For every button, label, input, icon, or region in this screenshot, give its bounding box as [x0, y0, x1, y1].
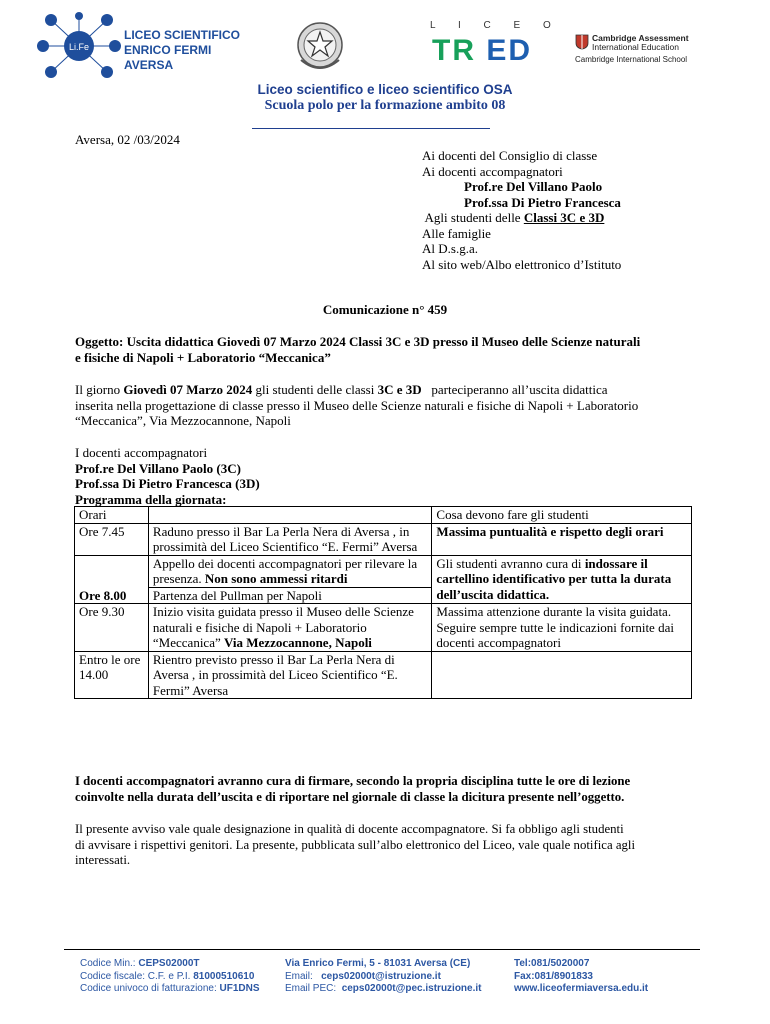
note-cell: Gli studenti avranno cura di indossare il cartellino identificativo per tutta la durata dell’uscita didattica. [432, 555, 692, 604]
recipient-teacher-2: Prof.ssa Di Pietro Francesca [464, 194, 621, 210]
accompanying-teacher-2: Prof.ssa Di Pietro Francesca (3D) [75, 476, 260, 491]
intro-paragraph: Il giorno Giovedì 07 Marzo 2024 gli studenti delle classi 3C e 3D parteciperanno all’uscita didattica inserita nella progettazione di classe presso il Museo delle Scienze naturali e fisiche di Napoli + Laboratorio “Meccanica”, Via Mezzocannone, Napoli [75, 382, 639, 428]
table-row [75, 555, 692, 587]
communication-number: Comunicazione n° 459 [322, 302, 448, 317]
recipient-teacher-1: Prof.re Del Villano Paolo [464, 179, 603, 194]
page-subtitle: Scuola polo per la formazione ambito 08 [264, 98, 506, 113]
subject-line-1: Oggetto: Uscita didattica Giovedì 07 Marzo 2024 Classi 3C e 3D presso il Museo delle Scienze naturali [75, 334, 641, 349]
recipients-block [422, 148, 621, 272]
time-cell: Ore 7.45 [75, 523, 149, 555]
header-students: Cosa devono fare gli studenti [432, 507, 692, 524]
recipient-dsga: Al D.s.g.a. [422, 241, 478, 256]
accompanying-teacher-1: Prof.re Del Villano Paolo (3C) [75, 460, 241, 476]
pec-email-link[interactable]: ceps02000t@pec.istruzione.it [341, 983, 482, 994]
note-cell [432, 651, 692, 699]
program-heading: Programma della giornata: [75, 491, 227, 507]
recipient-families: Alle famiglie [422, 225, 491, 241]
logo-center-text: Li.Fe [68, 42, 90, 52]
activity-cell: Rientro previsto presso il Bar La Perla Nera di Aversa , in prossimità del Liceo Scientifico “E. Fermi” Aversa [148, 651, 432, 699]
cambridge-shield-icon [575, 34, 589, 50]
time-cell: Entro le ore 14.00 [75, 651, 149, 699]
title-divider [252, 128, 490, 129]
email-link[interactable]: ceps02000t@istruzione.it [321, 970, 441, 982]
activity-cell: Raduno presso il Bar La Perla Nera di Aversa , in prossimità del Liceo Scientifico “E. Fermi” Aversa [148, 523, 432, 555]
activity-cell: Inizio visita guidata presso il Museo delle Scienze naturali e fisiche di Napoli + Laboratorio “Meccanica” Via Mezzocannone, Napoli [148, 604, 432, 652]
header-orari: Orari [75, 507, 149, 524]
recipient-classes: Classi 3C e 3D [523, 210, 605, 225]
recipient-students: Agli studenti delle Classi 3C e 3D [422, 210, 605, 225]
recipient-council: Ai docenti del Consiglio di classe [422, 148, 598, 163]
time-cell: Ore 8.00 [75, 555, 149, 604]
accompanying-heading: I docenti accompagnatori [75, 445, 208, 460]
letter-date: Aversa, 02 /03/2024 [75, 132, 180, 147]
subject-line-2: e fisiche di Napoli + Laboratorio “Meccanica” [75, 349, 331, 365]
note-cell: Massima attenzione durante la visita guidata. Seguire sempre tutte le indicazioni fornite dai docenti accompagnatori [432, 604, 692, 652]
website-link[interactable]: www.liceofermiaversa.edu.it [514, 983, 649, 994]
accompanying-section [75, 445, 260, 507]
activity-cell: Partenza del Pullman per Napoli [148, 587, 432, 604]
table-row [75, 651, 692, 699]
page-title: Liceo scientifico e liceo scientifico OSA [257, 82, 513, 97]
italian-republic-emblem-icon [295, 20, 345, 75]
closing-paragraph: Il presente avviso vale quale designazione in qualità di docente accompagnatore. Si fa obbligo agli studenti di avvisare i rispettivi genitori. La presente, pubblicata sull’albo elettronico del Liceo, vale quale notifica agli interessati. [75, 822, 636, 867]
footer-divider [64, 949, 700, 950]
activity-cell: Appello dei docenti accompagnatori per rilevare la presenza. Non sono ammessi ritardi [148, 555, 432, 587]
footer-phone-web [514, 958, 648, 996]
cambridge-line-3: Cambridge International School [575, 55, 688, 64]
recipient-website: Al sito web/Albo elettronico d’Istituto [422, 256, 622, 272]
table-row [75, 523, 692, 555]
footer-phone: Tel:081/5020007 [514, 958, 590, 969]
table-row [75, 604, 692, 652]
time-cell: Ore 9.30 [75, 604, 149, 652]
note-cell: Massima puntualità e rispetto degli orari [432, 523, 692, 555]
tred-liceo-label: L I C E O [430, 20, 561, 31]
footer-codes: Codice Min.: CEPS02000T Codice fiscale: C.F. e P.I. 81000510610 Codice univoco di fatturazione: UF1DNS [80, 958, 260, 994]
tred-logo-text: TR [432, 34, 476, 67]
footer-contacts: Via Enrico Fermi, 5 - 81031 Aversa (CE) Email: ceps02000t@istruzione.it Email PEC: ceps02000t@pec.istruzione.it [285, 958, 482, 994]
footer-fax: Fax:081/8901833 [514, 970, 593, 982]
subject [75, 334, 640, 365]
program-table [74, 506, 692, 699]
school-name-line-2: ENRICO FERMI [124, 43, 212, 57]
table-row [75, 507, 692, 524]
liceo-fermi-logo [35, 12, 123, 80]
tred-logo: TR ED [432, 34, 533, 67]
cambridge-line-2: International Education [592, 42, 679, 52]
school-name-line-3: AVERSA [124, 58, 174, 72]
cambridge-line-1: Cambridge Assessment [592, 33, 689, 43]
signature-note: I docenti accompagnatori avranno cura di firmare, secondo la propria disciplina tutte le ore di lezione coinvolte nella durata dell’uscita e di riportare nel giornale di classe la dicitura presente nell’oggetto. [75, 774, 631, 804]
recipient-accompanying: Ai docenti accompagnatori [422, 163, 563, 179]
school-name-line-1: LICEO SCIENTIFICO [124, 28, 241, 42]
